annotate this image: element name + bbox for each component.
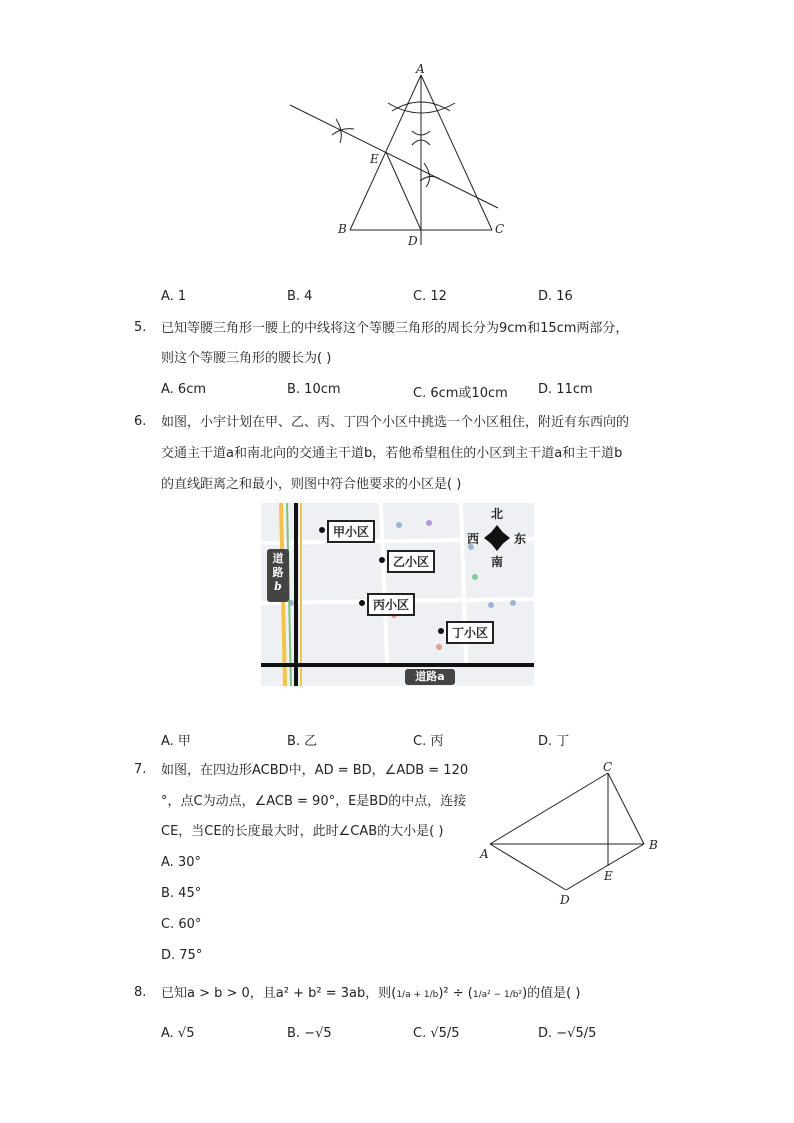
q8-option-a[interactable]: A. √5 bbox=[161, 1026, 195, 1041]
q7-stem-line2: °，点C为动点，∠ACB = 90°，E是BD的中点，连接 bbox=[161, 794, 467, 809]
compass-east: 东 bbox=[514, 532, 527, 546]
map-label-jia: 甲小区 bbox=[327, 520, 375, 543]
q4-option-a[interactable]: A. 1 bbox=[161, 289, 187, 304]
road-a-label: 道路a bbox=[405, 669, 455, 685]
q4-option-d[interactable]: D. 16 bbox=[538, 289, 573, 304]
q7-option-d[interactable]: D. 75° bbox=[161, 948, 203, 963]
q5-number: 5. bbox=[134, 320, 147, 335]
compass-west: 西 bbox=[467, 532, 480, 546]
road-b-label bbox=[267, 549, 289, 602]
q7-number: 7. bbox=[134, 762, 147, 777]
q5-stem-line2: 则这个等腰三角形的腰长为( ) bbox=[161, 351, 332, 366]
q8-stem-mid: )² ÷ ( bbox=[438, 986, 473, 1001]
q7-option-c[interactable]: C. 60° bbox=[161, 917, 202, 932]
label-d: D bbox=[408, 234, 418, 248]
q8-stem-post: )的值是( ) bbox=[522, 986, 581, 1001]
q6-option-c[interactable]: C. 丙 bbox=[413, 734, 444, 749]
label-a: A bbox=[416, 62, 425, 76]
q8-stem-pre: 已知a > b > 0，且a² + b² = 3ab，则( bbox=[161, 986, 397, 1001]
label-b: B bbox=[338, 222, 347, 236]
q8-option-d[interactable]: D. −√5/5 bbox=[538, 1026, 597, 1041]
neighborhood-map bbox=[261, 503, 534, 686]
triangle-construction-figure bbox=[280, 55, 520, 255]
q5-stem-line1: 已知等腰三角形一腰上的中线将这个等腰三角形的周长分为9cm和15cm两部分， bbox=[161, 321, 629, 336]
q6-option-b[interactable]: B. 乙 bbox=[287, 734, 318, 749]
q7-option-b[interactable]: B. 45° bbox=[161, 886, 202, 901]
map-label-yi: 乙小区 bbox=[387, 550, 435, 573]
q4-option-b[interactable]: B. 4 bbox=[287, 289, 313, 304]
q6-stem-line1: 如图，小宇计划在甲、乙、丙、丁四个小区中挑选一个小区租住，附近有东西向的 bbox=[161, 415, 630, 430]
q7-option-a[interactable]: A. 30° bbox=[161, 855, 201, 870]
q8-number: 8. bbox=[134, 985, 147, 1000]
q5-option-d[interactable]: D. 11cm bbox=[538, 382, 593, 397]
q8-stem bbox=[161, 985, 580, 1004]
fig7-label-b: B bbox=[649, 838, 658, 852]
compass-north: 北 bbox=[491, 507, 504, 521]
road-b-char-2: 路 bbox=[272, 566, 284, 579]
compass-south: 南 bbox=[491, 555, 504, 569]
road-b-char-1: 道 bbox=[272, 552, 284, 565]
q8-option-b[interactable]: B. −√5 bbox=[287, 1026, 332, 1041]
map-label-ding: 丁小区 bbox=[446, 621, 494, 644]
q8-option-c[interactable]: C. √5/5 bbox=[413, 1026, 460, 1041]
q4-option-c[interactable]: C. 12 bbox=[413, 289, 447, 304]
q7-stem-line3: CE，当CE的长度最大时，此时∠CAB的大小是( ) bbox=[161, 824, 444, 839]
q6-option-d[interactable]: D. 丁 bbox=[538, 734, 570, 749]
q6-number: 6. bbox=[134, 414, 147, 429]
q7-stem-line1: 如图，在四边形ACBD中，AD = BD，∠ADB = 120 bbox=[161, 763, 469, 778]
fig7-label-c: C bbox=[603, 760, 613, 774]
q8-frac-2: 1/a² − 1/b² bbox=[472, 990, 523, 1000]
q5-option-c[interactable]: C. 6cm或10cm bbox=[413, 386, 508, 401]
q6-stem-line3: 的直线距离之和最小，则图中符合他要求的小区是( ) bbox=[161, 477, 462, 492]
q5-option-a[interactable]: A. 6cm bbox=[161, 382, 207, 397]
q6-option-a[interactable]: A. 甲 bbox=[161, 734, 191, 749]
fig7-label-a: A bbox=[480, 847, 489, 861]
road-b-char-3: b bbox=[274, 580, 282, 593]
q5-option-b[interactable]: B. 10cm bbox=[287, 382, 341, 397]
label-e: E bbox=[370, 152, 379, 166]
label-c: C bbox=[495, 222, 505, 236]
map-label-bing: 丙小区 bbox=[367, 593, 415, 616]
fig7-label-e: E bbox=[604, 869, 613, 883]
fig7-label-d: D bbox=[560, 893, 570, 907]
q6-stem-line2: 交通主干道a和南北向的交通主干道b，若他希望租住的小区到主干道a和主干道b bbox=[161, 446, 623, 461]
quadrilateral-figure bbox=[476, 758, 666, 908]
q8-frac-1: 1/a + 1/b bbox=[396, 990, 439, 1000]
